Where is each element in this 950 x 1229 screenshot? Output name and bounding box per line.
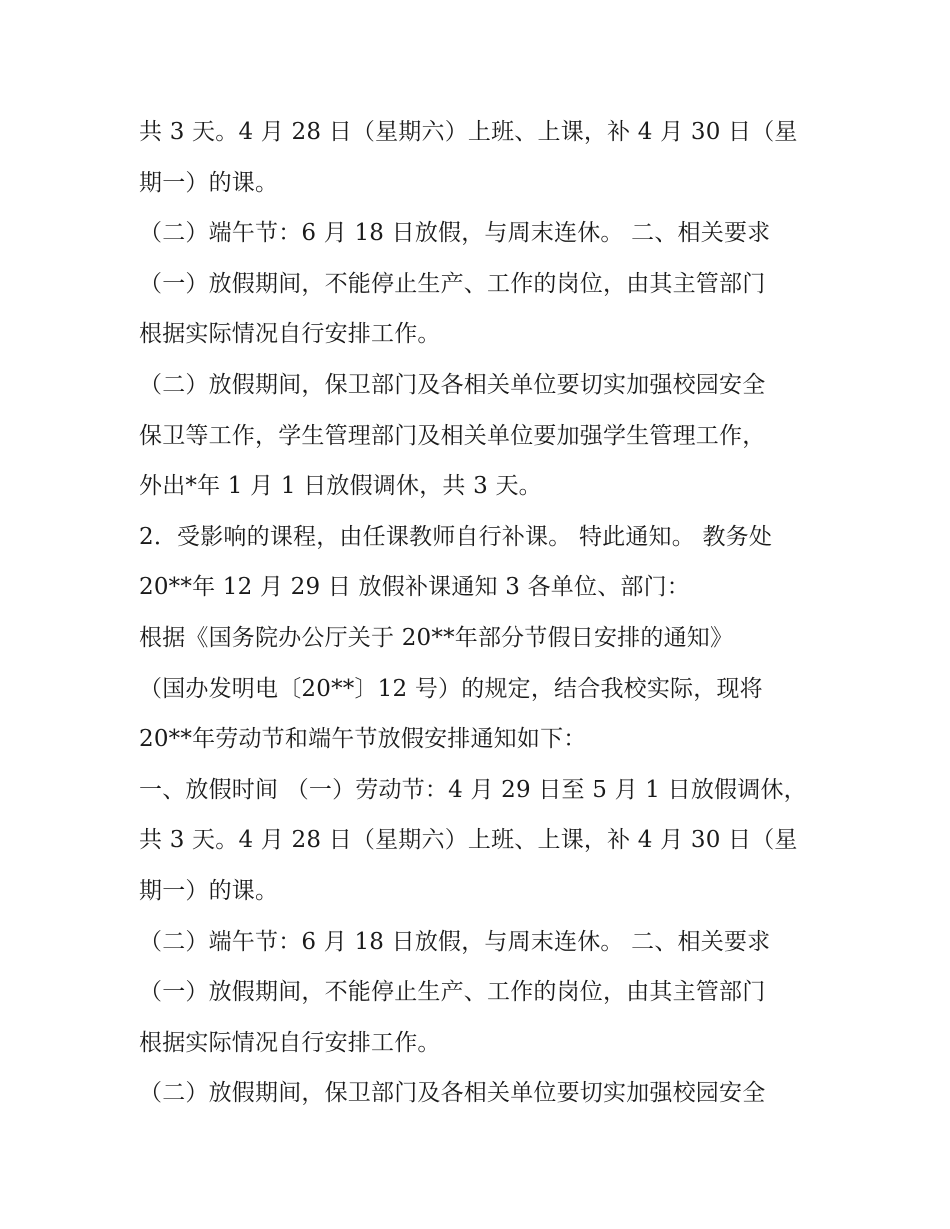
text-line: 保卫等工作，学生管理部门及相关单位要加强学生管理工作， [139,422,766,449]
text-line: 共 3 天。4 月 28 日（星期六）上班、上课，补 4 月 30 日（星 [139,827,798,854]
text-line: 根据《国务院办公厅关于 20**年部分节假日安排的通知》 [139,624,734,651]
text-line: 一、放假时间 （一）劳动节：4 月 29 日至 5 月 1 日放假调休， [139,776,807,803]
text-line: （二）端午节：6 月 18 日放假，与周末连休。 二、相关要求 [139,220,771,247]
text-line: 期一）的课。 [139,877,279,904]
text-line: （二）放假期间，保卫部门及各相关单位要切实加强校园安全 [139,371,766,398]
text-line: 期一）的课。 [139,169,279,196]
text-line: （国办发明电〔20**〕12 号）的规定，结合我校实际，现将 [139,675,763,702]
text-line: 共 3 天。4 月 28 日（星期六）上班、上课，补 4 月 30 日（星 [139,119,798,145]
document-body [139,107,829,1119]
text-line: 20**年劳动节和端午节放假安排通知如下： [139,726,587,753]
text-line: 20**年 12 月 29 日 放假补课通知 3 各单位、部门： [139,574,691,601]
text-line: 根据实际情况自行安排工作。 [139,321,441,348]
text-line: （二）放假期间，保卫部门及各相关单位要切实加强校园安全 [139,1080,766,1107]
text-line: （二）端午节：6 月 18 日放假，与周末连休。 二、相关要求 [139,928,771,955]
text-line: （一）放假期间，不能停止生产、工作的岗位，由其主管部门 [139,979,766,1006]
text-line: 外出*年 1 月 1 日放假调休，共 3 天。 [139,473,542,500]
text-line: 根据实际情况自行安排工作。 [139,1029,441,1056]
text-line: 2．受影响的课程，由任课教师自行补课。 特此通知。 教务处 [139,523,773,550]
text-line: （一）放假期间，不能停止生产、工作的岗位，由其主管部门 [139,270,766,297]
